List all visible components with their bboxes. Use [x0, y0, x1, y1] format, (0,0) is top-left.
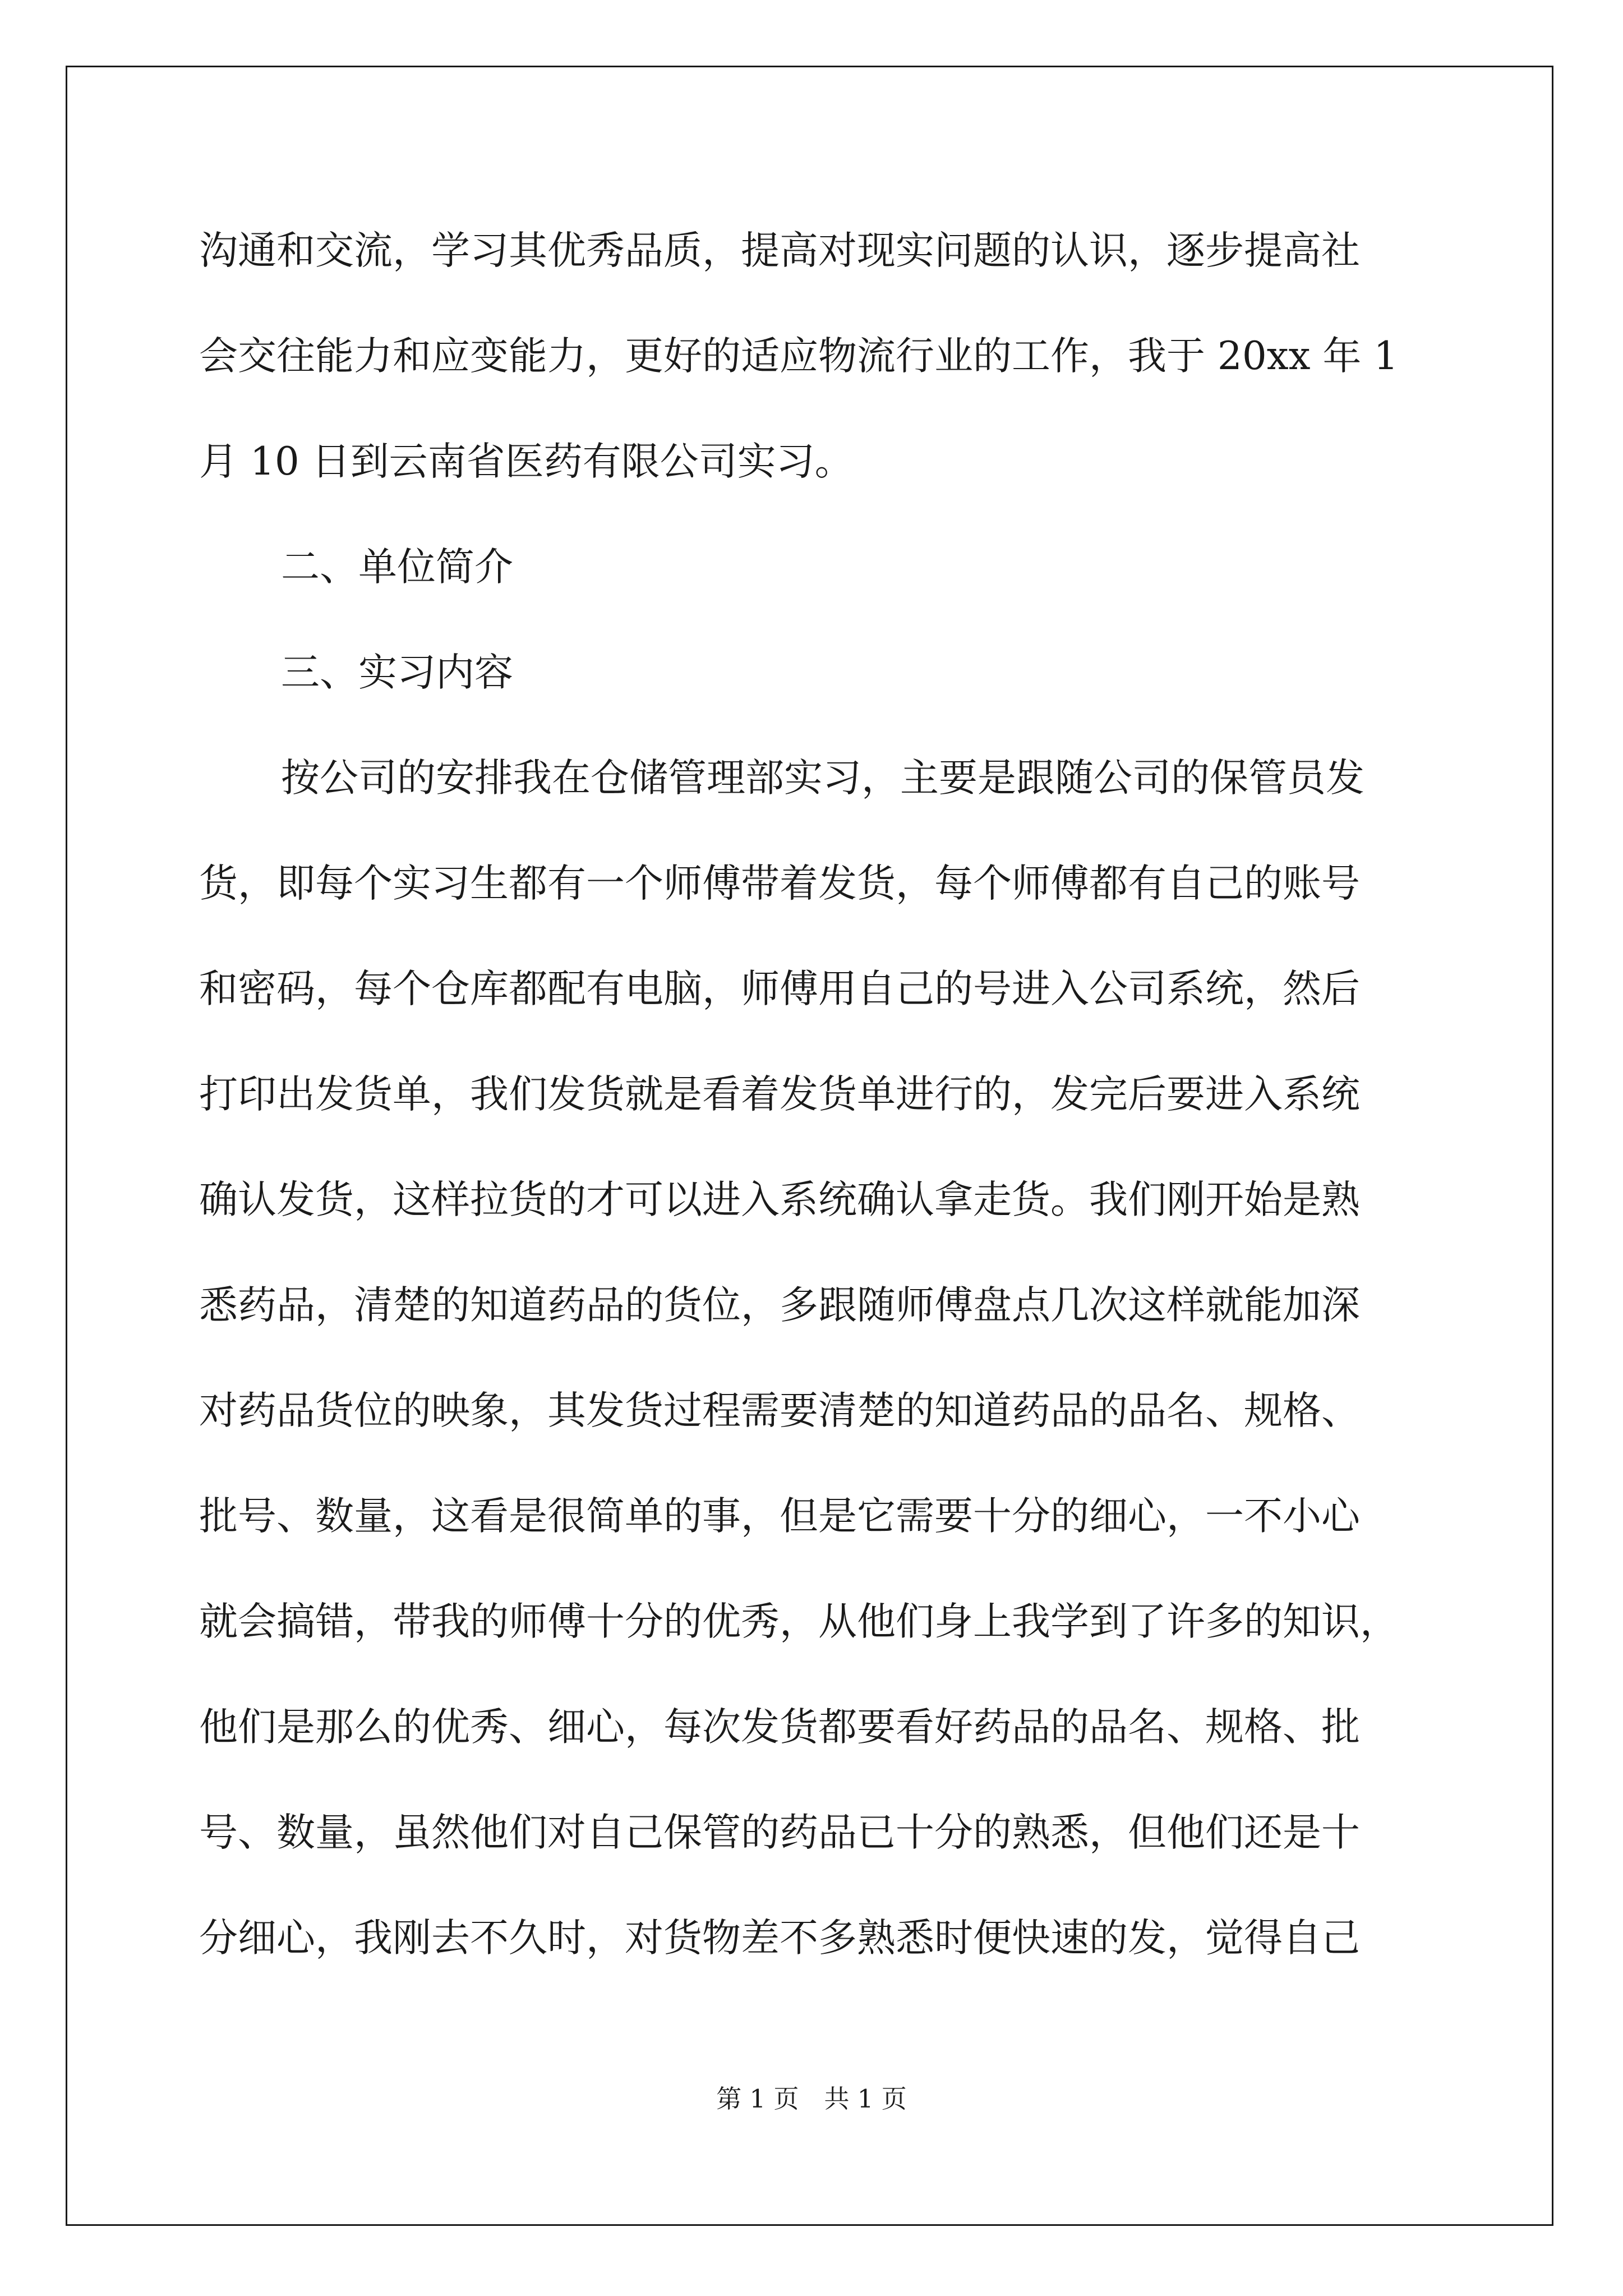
- text-line: 月 10 日到云南省医药有限公司实习。: [199, 439, 854, 484]
- text-line: 就会搞错，带我的师傅十分的优秀，从他们身上我学到了许多的知识，: [199, 1599, 1399, 1644]
- page-number: 第 1 页: [716, 2084, 799, 2114]
- text-line: 沟通和交流，学习其优秀品质，提高对现实问题的认识，逐步提高社: [199, 228, 1360, 273]
- text-line: 会交往能力和应变能力，更好的适应物流行业的工作，我于 20xx 年 1: [199, 334, 1399, 379]
- section-heading: 三、实习内容: [281, 650, 513, 695]
- paragraph-first-line: 按公司的安排我在仓储管理部实习，主要是跟随公司的保管员发: [281, 756, 1364, 800]
- text-line: 他们是那么的优秀、细心，每次发货都要看好药品的品名、规格、批: [199, 1705, 1360, 1750]
- text-line: 批号、数量，这看是很简单的事，但是它需要十分的细心，一不小心: [199, 1494, 1360, 1539]
- section-heading: 二、单位简介: [281, 545, 513, 590]
- text-line: 货，即每个实习生都有一个师傅带着发货，每个师傅都有自己的账号: [199, 861, 1360, 906]
- text-line: 悉药品，清楚的知道药品的货位，多跟随师傅盘点几次这样就能加深: [199, 1283, 1360, 1328]
- page-footer: [0, 2082, 1623, 2116]
- document-body: [199, 213, 1422, 2006]
- text-line: 和密码，每个仓库都配有电脑，师傅用自己的号进入公司系统，然后: [199, 967, 1360, 1011]
- text-line: 确认发货，这样拉货的才可以进入系统确认拿走货。我们刚开始是熟: [199, 1177, 1360, 1222]
- text-line: 对药品货位的映象，其发货过程需要清楚的知道药品的品名、规格、: [199, 1388, 1360, 1433]
- text-line: 号、数量，虽然他们对自己保管的药品已十分的熟悉，但他们还是十: [199, 1810, 1360, 1855]
- text-line: 分细心，我刚去不久时，对货物差不多熟悉时便快速的发，觉得自己: [199, 1916, 1360, 1961]
- page-total: 共 1 页: [824, 2084, 907, 2114]
- text-line: 打印出发货单，我们发货就是看着发货单进行的，发完后要进入系统: [199, 1072, 1360, 1117]
